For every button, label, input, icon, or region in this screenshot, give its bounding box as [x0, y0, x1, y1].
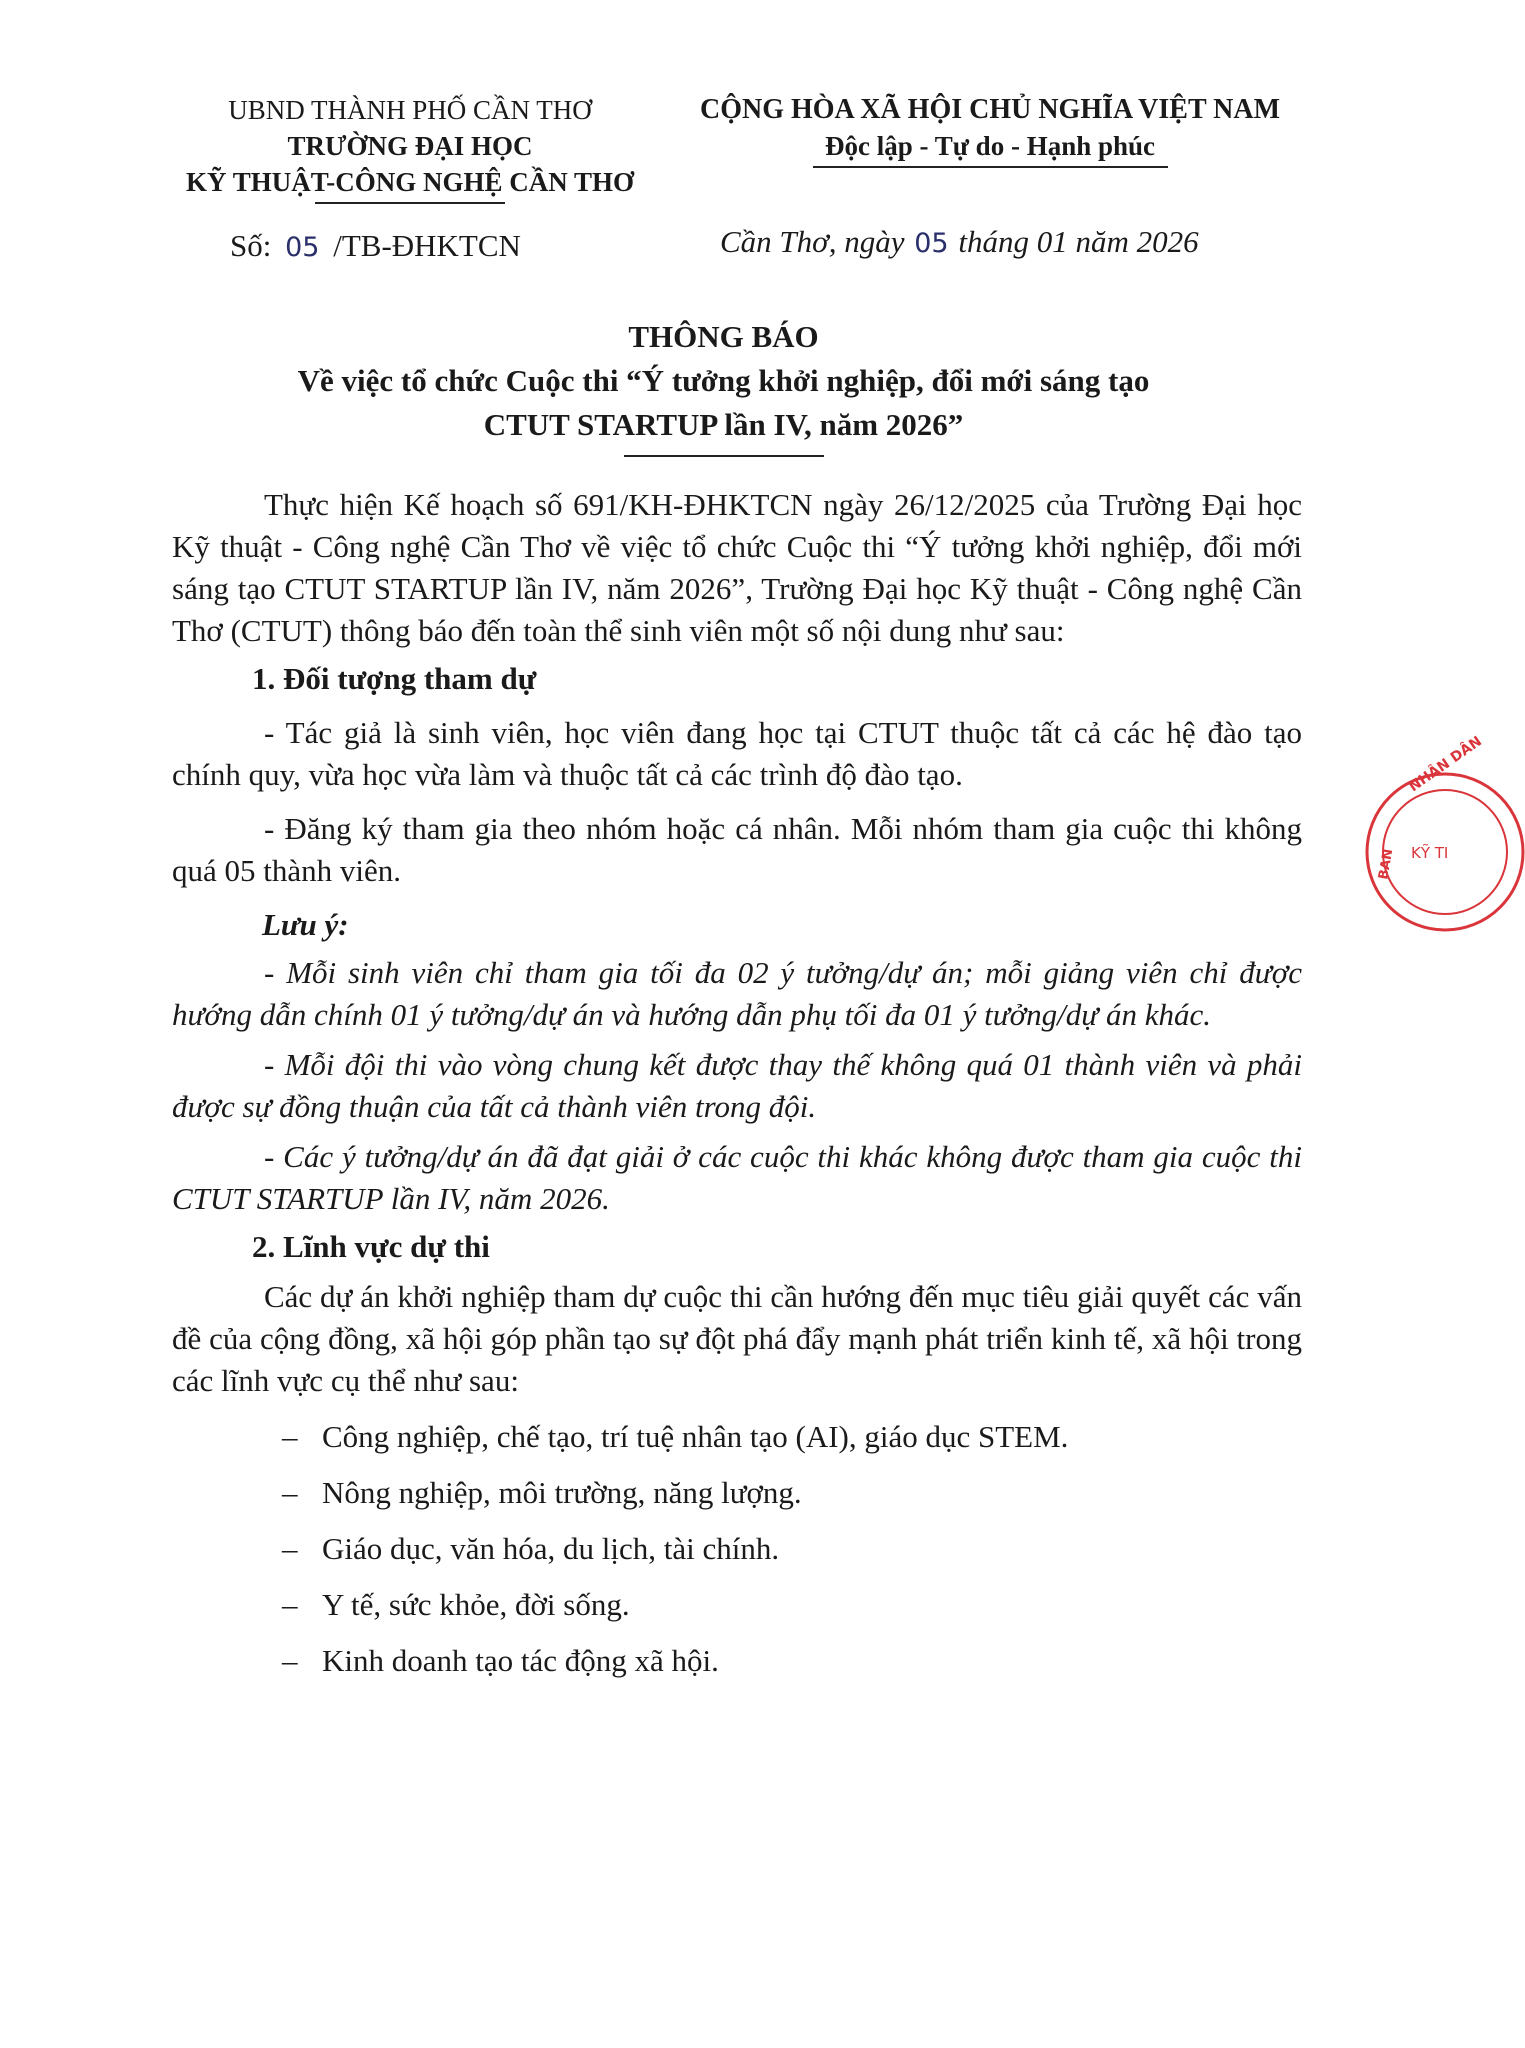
- section-1-item: - Đăng ký tham gia theo nhóm hoặc cá nhân. Mỗi nhóm tham gia cuộc thi không quá 05 thành viên.: [172, 811, 1302, 888]
- section-2-intro: Các dự án khởi nghiệp tham dự cuộc thi cần hướng đến mục tiêu giải quyết các vấn đề của cộng đồng, xã hội góp phần tạo sự đột phá đẩy mạnh phát triển kinh tế, xã hội trong các lĩnh vực cụ thể như sau:: [172, 1279, 1302, 1398]
- document-body: [172, 484, 1302, 1682]
- date-rest: tháng 01 năm: [958, 224, 1129, 259]
- authority-underline: [315, 202, 505, 204]
- title-underline: [624, 455, 824, 457]
- document-date: [720, 224, 1199, 260]
- field-text: Công nghiệp, chế tạo, trí tuệ nhân tạo (AI), giáo dục STEM.: [322, 1419, 1069, 1454]
- document-title: [0, 315, 1447, 457]
- field-list-item: [172, 1528, 1302, 1570]
- note-item: - Mỗi sinh viên chỉ tham gia tối đa 02 ý tưởng/dự án; mỗi giảng viên chỉ được hướng dẫn chính 01 ý tưởng/dự án và hướng dẫn phụ tối đa 01 ý tưởng/dự án khác.: [172, 955, 1302, 1032]
- official-seal-stamp: [1355, 733, 1525, 952]
- motto-line-1: CỘNG HÒA XÃ HỘI CHỦ NGHĨA VIỆT NAM: [699, 94, 1281, 125]
- field-text: Y tế, sức khỏe, đời sống.: [322, 1587, 630, 1622]
- seal-text-top: NHÂN DÂN: [1406, 733, 1485, 796]
- motto-underline: [813, 166, 1168, 168]
- field-list-item: [172, 1640, 1302, 1682]
- section-2-heading: 2. Lĩnh vực dự thi: [252, 1229, 490, 1264]
- dash-bullet: –: [282, 1475, 298, 1510]
- title-line-2: Về việc tổ chức Cuộc thi “Ý tưởng khởi nghiệp, đổi mới sáng tạo: [297, 363, 1150, 398]
- field-list-item: [172, 1416, 1302, 1458]
- dash-bullet: –: [282, 1419, 298, 1454]
- seal-text-mid: KỸ TI: [1411, 844, 1449, 862]
- dash-bullet: –: [282, 1531, 298, 1566]
- dash-bullet: –: [282, 1587, 298, 1622]
- doc-number-value: 05: [285, 232, 320, 263]
- field-list-item: [172, 1472, 1302, 1514]
- issuing-authority: [150, 92, 670, 204]
- date-year: 2026: [1136, 224, 1199, 259]
- document-number: [230, 228, 521, 264]
- date-prefix: Cần Thơ, ngày: [720, 224, 905, 259]
- field-text: Giáo dục, văn hóa, du lịch, tài chính.: [322, 1531, 780, 1566]
- field-text: Nông nghiệp, môi trường, năng lượng.: [322, 1475, 802, 1510]
- authority-line-3: KỸ THUẬT-CÔNG NGHỆ CẦN THƠ: [185, 167, 635, 197]
- date-day: 05: [914, 228, 949, 259]
- title-line-3: CTUT STARTUP lần IV, năm 2026”: [483, 407, 964, 442]
- national-motto: [660, 92, 1320, 168]
- motto-line-2: Độc lập - Tự do - Hạnh phúc: [824, 131, 1156, 161]
- dash-bullet: –: [282, 1643, 298, 1678]
- doc-number-prefix: Số:: [230, 228, 272, 263]
- seal-text-side: BAN: [1376, 847, 1397, 881]
- doc-number-suffix: /TB-ĐHKTCN: [333, 228, 521, 263]
- authority-line-1: UBND THÀNH PHỐ CẦN THƠ: [228, 95, 592, 125]
- authority-line-2: TRƯỜNG ĐẠI HỌC: [287, 131, 533, 161]
- field-list-item: [172, 1584, 1302, 1626]
- intro-paragraph: Thực hiện Kế hoạch số 691/KH-ĐHKTCN ngày 26/12/2025 của Trường Đại học Kỹ thuật - Công nghệ Cần Thơ về việc tổ chức Cuộc thi “Ý tưởng khởi nghiệp, đổi mới sáng tạo CTUT STARTUP lần IV, năm 2026”, Trường Đại học Kỹ thuật - Công nghệ Cần Thơ (CTUT) thông báo đến toàn thể sinh viên một số nội dung như sau:: [172, 487, 1302, 648]
- note-item: - Các ý tưởng/dự án đã đạt giải ở các cuộc thi khác không được tham gia cuộc thi CTUT STARTUP lần IV, năm 2026.: [172, 1139, 1302, 1216]
- field-text: Kinh doanh tạo tác động xã hội.: [322, 1643, 719, 1678]
- section-1-item: - Tác giả là sinh viên, học viên đang học tại CTUT thuộc tất cả các hệ đào tạo chính quy, vừa học vừa làm và thuộc tất cả các trình độ đào tạo.: [172, 715, 1302, 792]
- title-line-1: THÔNG BÁO: [628, 319, 819, 354]
- note-item: - Mỗi đội thi vào vòng chung kết được thay thế không quá 01 thành viên và phải được sự đồng thuận của tất cả thành viên trong đội.: [172, 1047, 1302, 1124]
- section-1-heading: 1. Đối tượng tham dự: [252, 661, 537, 696]
- note-label: Lưu ý:: [262, 907, 349, 942]
